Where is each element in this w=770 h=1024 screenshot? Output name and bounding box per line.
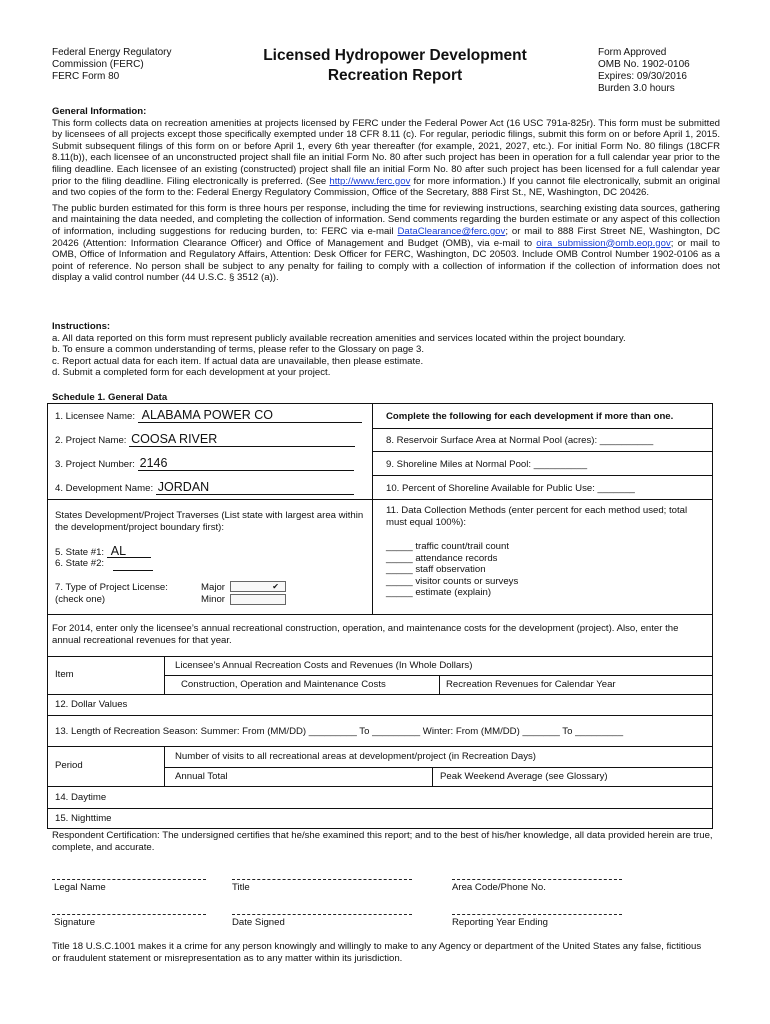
schedule-heading: Schedule 1. General Data bbox=[52, 392, 168, 403]
agency-line: Commission (FERC) bbox=[52, 59, 144, 70]
state2-field bbox=[55, 558, 153, 571]
daytime-label: 14. Daytime bbox=[55, 792, 107, 803]
instructions bbox=[52, 321, 720, 379]
visits-heading: Number of visits to all recreational areas at development/project (in Recreation Days) bbox=[175, 751, 536, 762]
form-title bbox=[230, 46, 560, 86]
daytime-row bbox=[47, 786, 713, 809]
method-item[interactable]: _____ attendance records bbox=[386, 552, 498, 564]
divider bbox=[372, 428, 713, 429]
divider bbox=[439, 675, 440, 695]
nighttime-row bbox=[47, 808, 713, 829]
method-item[interactable]: _____ staff observation bbox=[386, 564, 486, 576]
state1-label: 5. State #1: bbox=[55, 547, 105, 558]
general-paragraph-2 bbox=[52, 203, 720, 284]
agency-line: FERC Form 80 bbox=[52, 71, 120, 82]
development-input[interactable]: JORDAN bbox=[156, 482, 354, 495]
general-information bbox=[52, 106, 720, 284]
season-length-field[interactable]: 13. Length of Recreation Season: Summer: From (MM/DD) _________ To _________ Winter: From (MM/DD) _______ To _________ bbox=[55, 726, 624, 737]
reporting-year-line[interactable] bbox=[452, 914, 622, 915]
text-run: for more information.) If you cannot file electronically, submit an original and two copies of the form to the: Federal Energy Regulatory Commission, Office of the Secretary, 888 First St., NE, Washington, DC 20426. bbox=[52, 175, 720, 199]
methods-list bbox=[386, 541, 518, 599]
divider bbox=[372, 451, 713, 452]
shoreline-percent-field[interactable]: 10. Percent of Shoreline Available for Public Use: _______ bbox=[386, 483, 635, 494]
title-label: Title bbox=[232, 882, 250, 893]
instruction-item: c. Report actual data for each item. If actual data are unavailable, then please estimate. bbox=[52, 355, 424, 367]
peak-weekend-header: Peak Weekend Average (see Glossary) bbox=[440, 771, 608, 782]
project-name-label: 2. Project Name: bbox=[55, 435, 127, 446]
text-run: ; or mail to OMB, Office of Information and Regulatory Affairs, Attention: Desk Officer for FERC, Washington, DC 20503. Include OMB Control Number 1902-0106 as a point of reference. No person shall be subject to any penalty for failing to comply with a collection of information if the collection of information does not display a valid control number (44 U.S.C. § 3512 (a)). bbox=[52, 237, 720, 284]
instruction-item: d. Submit a completed form for each development at your project. bbox=[52, 367, 331, 379]
minor-label: Minor bbox=[201, 594, 225, 605]
development-label: 4. Development Name: bbox=[55, 483, 154, 494]
omb-line: Expires: 09/30/2016 bbox=[598, 71, 687, 82]
state2-label: 6. State #2: bbox=[55, 558, 105, 569]
date-signed-label: Date Signed bbox=[232, 917, 285, 928]
costs-column-header: Construction, Operation and Maintenance Costs bbox=[181, 679, 386, 690]
license-type-line: 7. Type of Project License: bbox=[55, 582, 168, 593]
legal-footer: Title 18 U.S.C.1001 makes it a crime for any person knowingly and willingly to make to any Agency or department of the United States any false, fictitious or fraudulent statement or misrepresentation as to any matter within its jurisdiction. bbox=[52, 941, 702, 964]
text-run: The public burden estimated for this form is three hours per response, including the time for reviewing instructions, searching existing data sources, gathering and maintaining the data needed, and completing the collection of information. Send comments regarding the burden estimate or any aspect of this collection of information, including suggestions for reducing burden, to: FERC via e-mail bbox=[52, 202, 720, 237]
phone-label: Area Code/Phone No. bbox=[452, 882, 546, 893]
costs-group-heading: Licensee’s Annual Recreation Costs and Revenues (In Whole Dollars) bbox=[175, 660, 473, 671]
dollar-values-row bbox=[47, 694, 713, 716]
method-item[interactable]: _____ estimate (explain) bbox=[386, 587, 492, 599]
legal-name-label: Legal Name bbox=[54, 882, 106, 893]
text-run: This form collects data on recreation amenities at projects licensed by FERC under the Federal Power Act (16 USC 791a-825r). This form must be submitted by licensees of all projects except those specifically exempted under 18 CFR 8.11 (c). For regular, periodic filings, submit this form on or before April 1, 2015. Submit subsequent filings of this form on or before April 1, every 6th year thereafter (for example, 2021, 2027, etc.). For initial Form No. 80 filings (18CFR 8.11(b)), each licensee of an unconstructed project shall file an initial Form No. 80 after such project has been in operation for a full calendar year prior to the filing deadline. Each licensee of an existing (constructed) project shall file an initial Form No. 80 after such project has been licensed for a full calendar year prior to the filing deadline. Filing electronically is preferred. (See bbox=[52, 117, 720, 187]
agency-line: Federal Energy Regulatory bbox=[52, 47, 172, 58]
dollar-values-label: 12. Dollar Values bbox=[55, 699, 128, 710]
minor-checkbox[interactable] bbox=[230, 594, 286, 605]
states-instructions: States Development/Project Traverses (List state with largest area within the development/project boundary first): bbox=[55, 510, 364, 533]
legal-name-line[interactable] bbox=[52, 879, 206, 880]
general-heading: General Information: bbox=[52, 106, 147, 117]
annual-total-header: Annual Total bbox=[175, 771, 228, 782]
project-name-field bbox=[55, 434, 355, 447]
reporting-year-label: Reporting Year Ending bbox=[452, 917, 549, 928]
major-checkbox[interactable]: ✔ bbox=[230, 581, 286, 592]
development-field bbox=[55, 482, 354, 495]
divider bbox=[432, 767, 433, 787]
methods-instructions: 11. Data Collection Methods (enter percent for each method used; total must equal 100%): bbox=[386, 505, 688, 528]
text-run: ; or mail to 888 First Street NE, Washington, DC 20426 (Attention: Information Clearance Officer) and Office of Management and Budget (OMB), via e-mail to bbox=[52, 225, 720, 249]
licensee-label: 1. Licensee Name: bbox=[55, 411, 135, 422]
license-type-label bbox=[55, 582, 168, 605]
major-label: Major bbox=[201, 582, 225, 593]
reservoir-area-field[interactable]: 8. Reservoir Surface Area at Normal Pool (acres): __________ bbox=[386, 435, 654, 446]
project-number-label: 3. Project Number: bbox=[55, 459, 135, 470]
method-item[interactable]: _____ visitor counts or surveys bbox=[386, 575, 519, 587]
dataclearance-email-link[interactable]: DataClearance@ferc.gov bbox=[397, 225, 506, 237]
instruction-item: a. All data reported on this form must represent publicly available recreation amenities and services located within the project boundary. bbox=[52, 332, 626, 344]
method-item[interactable]: _____ traffic count/trail count bbox=[386, 541, 510, 552]
item-header: Item bbox=[55, 669, 74, 680]
omb-line: Burden 3.0 hours bbox=[598, 83, 675, 94]
ferc-link[interactable]: http://www.ferc.gov bbox=[329, 175, 411, 187]
instructions-heading: Instructions: bbox=[52, 321, 111, 332]
divider bbox=[372, 475, 713, 476]
project-name-input[interactable]: COOSA RIVER bbox=[129, 434, 355, 447]
shoreline-miles-field[interactable]: 9. Shoreline Miles at Normal Pool: __________ bbox=[386, 459, 588, 470]
project-number-input[interactable]: 2146 bbox=[138, 458, 354, 471]
instruction-item: b. To ensure a common understanding of terms, please refer to the Glossary on page 3. bbox=[52, 344, 425, 356]
date-signed-line[interactable] bbox=[232, 914, 412, 915]
oira-email-link[interactable]: oira_submission@omb.eop.gov bbox=[536, 237, 671, 249]
state2-input[interactable] bbox=[113, 558, 153, 571]
divider bbox=[164, 767, 713, 768]
agency-header bbox=[52, 47, 172, 83]
phone-line[interactable] bbox=[452, 879, 622, 880]
license-type-line: (check one) bbox=[55, 593, 106, 605]
signature-label: Signature bbox=[54, 917, 96, 928]
state1-input[interactable]: AL bbox=[107, 546, 151, 558]
certification-text: Respondent Certification: The undersigned certifies that he/she examined this report; and to the best of his/her knowledge, all data provided herein are true, complete, and accurate. bbox=[52, 830, 713, 853]
licensee-input[interactable]: ALABAMA POWER CO bbox=[138, 410, 362, 423]
revenue-column-header: Recreation Revenues for Calendar Year bbox=[446, 679, 616, 690]
title-line[interactable] bbox=[232, 879, 412, 880]
nighttime-label: 15. Nighttime bbox=[55, 813, 112, 824]
project-number-field bbox=[55, 458, 354, 471]
licensee-field bbox=[55, 410, 362, 423]
omb-line: Form Approved bbox=[598, 47, 667, 58]
costs-intro: For 2014, enter only the licensee’s annual recreational construction, operation, and maintenance costs for the development (project). Also, enter the annual recreational revenues for that year. bbox=[52, 623, 679, 646]
omb-header bbox=[598, 47, 690, 95]
general-paragraph-1 bbox=[52, 118, 720, 199]
omb-line: OMB No. 1902-0106 bbox=[598, 59, 690, 70]
title-line: Licensed Hydropower Development bbox=[263, 47, 527, 64]
period-header: Period bbox=[55, 760, 83, 771]
title-line: Recreation Report bbox=[327, 67, 463, 84]
signature-line[interactable] bbox=[52, 914, 206, 915]
right-heading: Complete the following for each development if more than one. bbox=[386, 411, 674, 422]
state1-field bbox=[55, 546, 151, 559]
